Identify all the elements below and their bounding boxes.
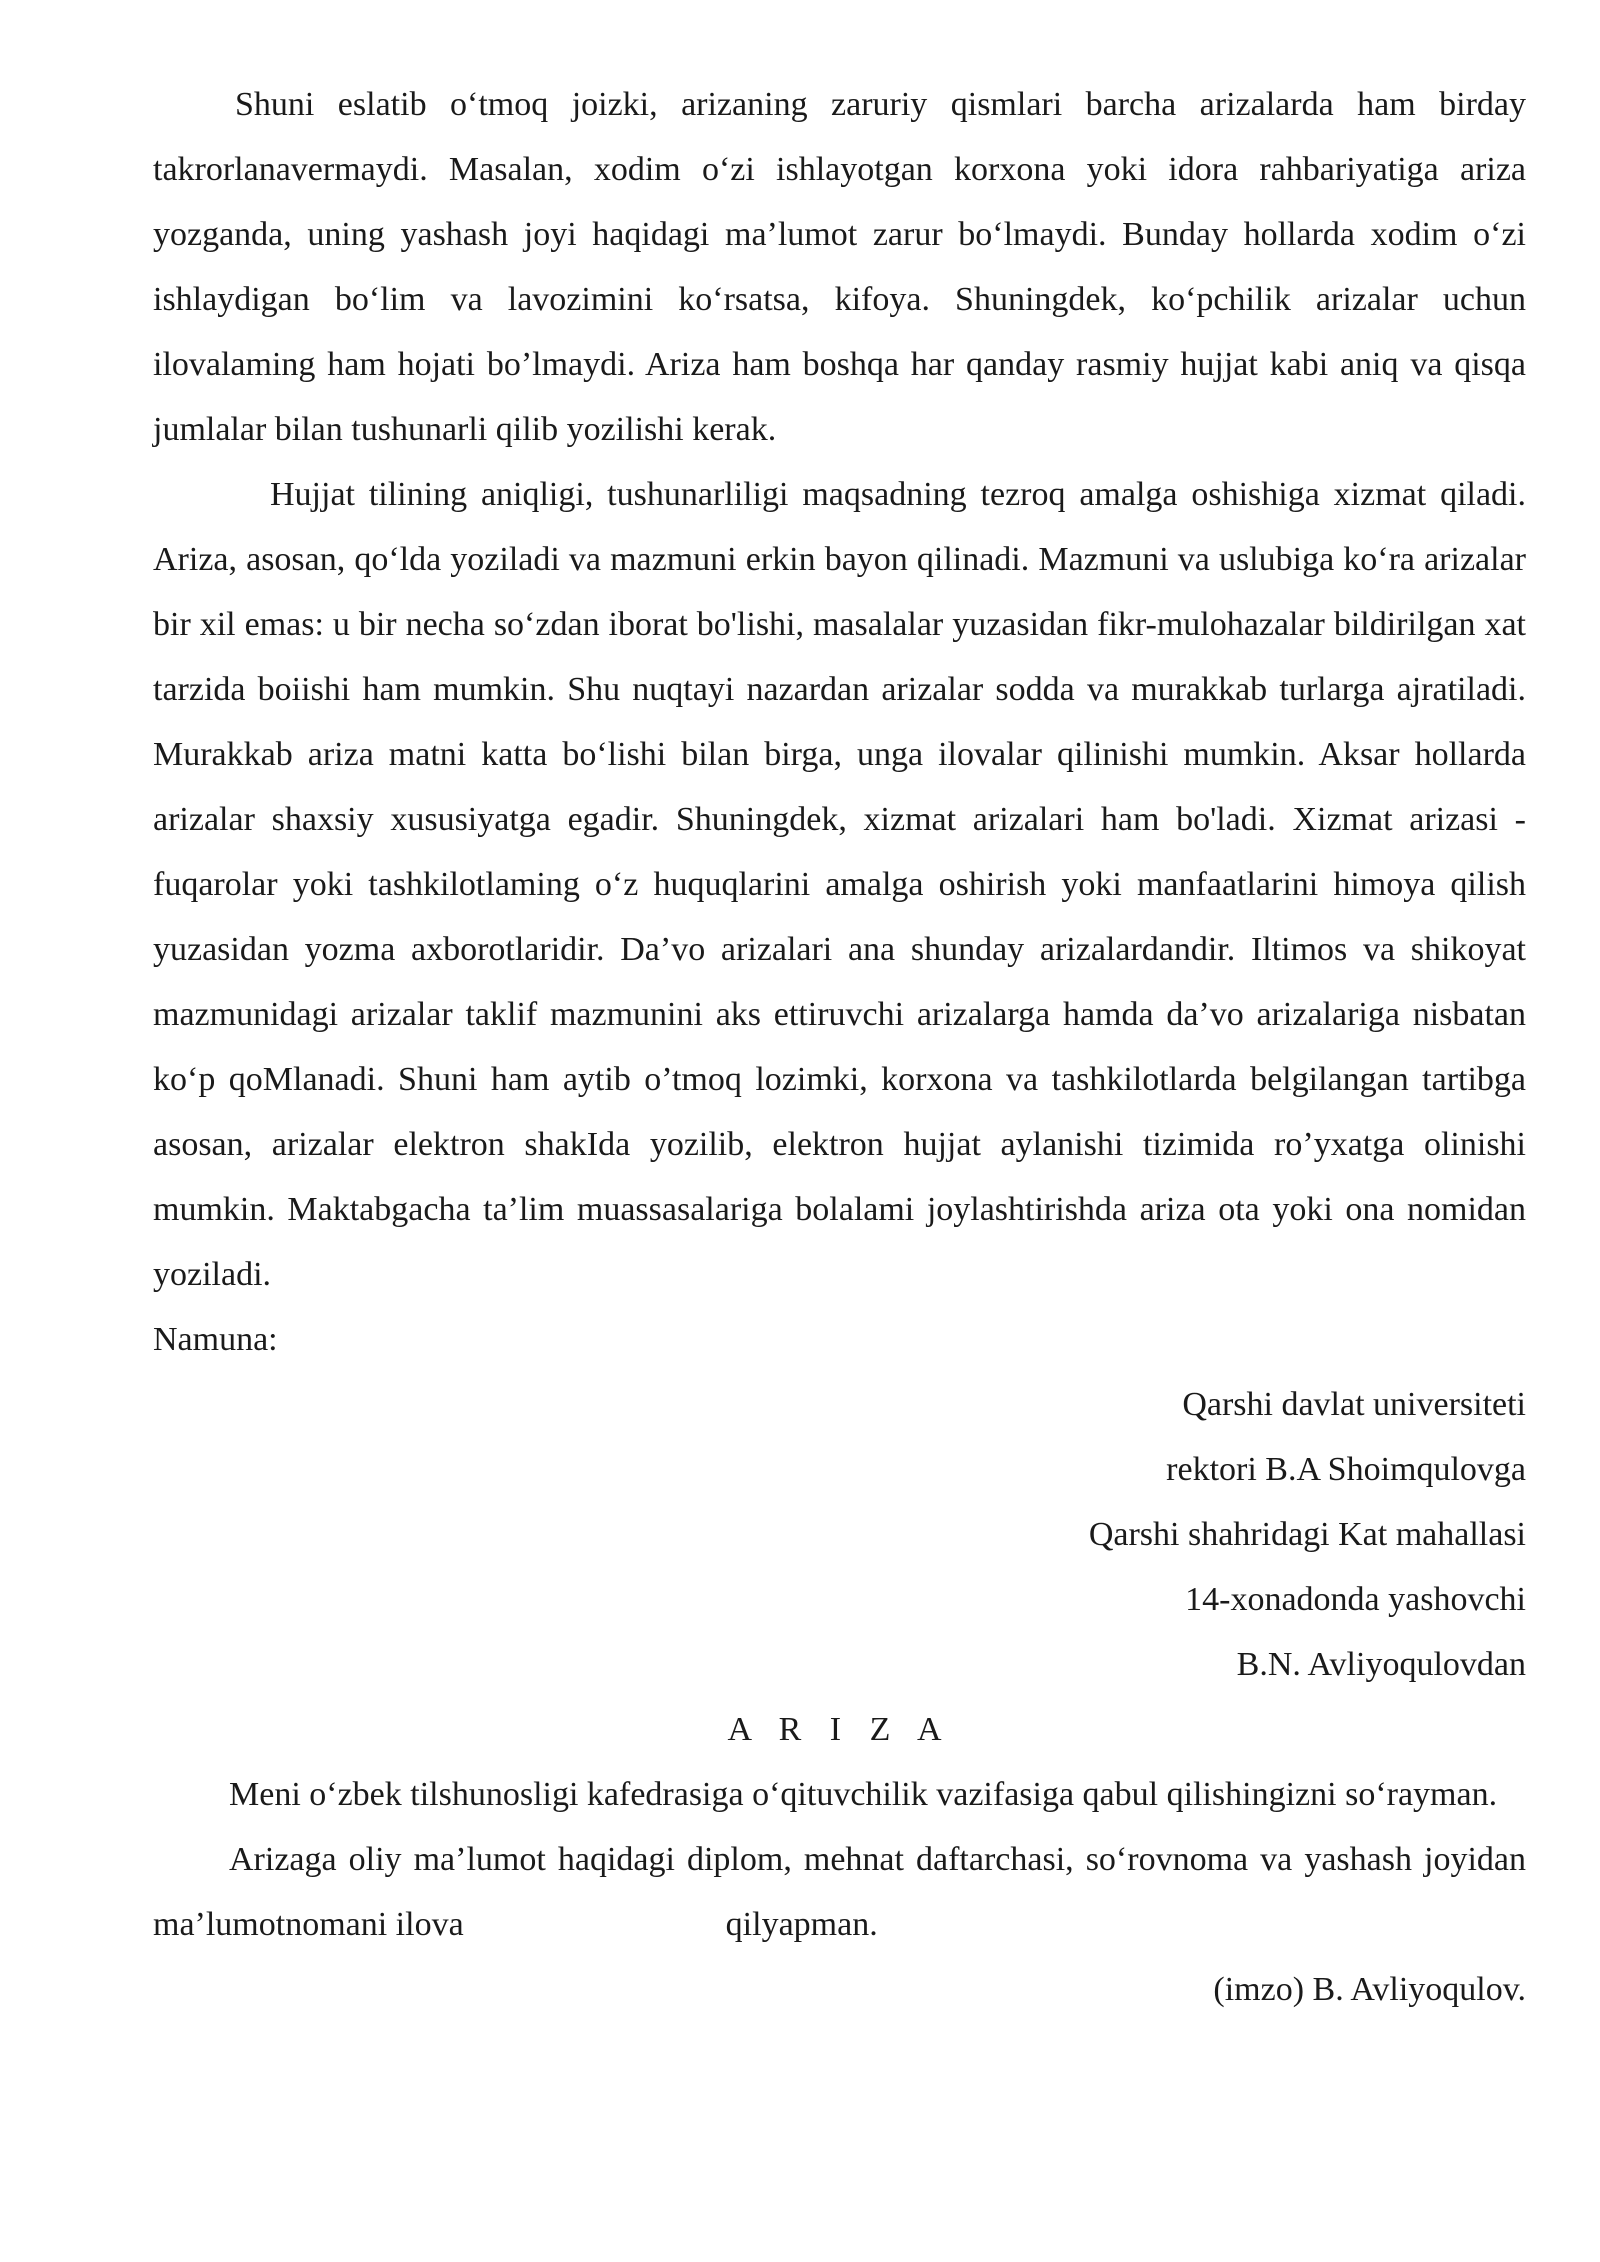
address-line: B.N. Avliyoqulovdan bbox=[1236, 1646, 1526, 1683]
address-line: 14-xonadonda yashovchi bbox=[1185, 1581, 1526, 1618]
attachment-text-end: qilyapman. bbox=[725, 1906, 878, 1943]
attachment-text: Arizaga oliy ma’lumot haqidagi diplom, mehnat daftarchasi, so‘rovnoma va yashash joyidan ma’lumotnomani ilova bbox=[153, 1841, 1526, 1943]
document-page bbox=[153, 72, 1526, 2022]
sample-label: Namuna: bbox=[153, 1321, 278, 1358]
signature-line: (imzo) B. Avliyoqulov. bbox=[1213, 1971, 1526, 2008]
application-title: A R I Z A bbox=[727, 1711, 952, 1748]
address-line: Qarshi davlat universiteti bbox=[1182, 1386, 1526, 1423]
addressee-block bbox=[153, 1372, 1526, 1697]
application-attachment bbox=[153, 1827, 1526, 1957]
application-request: Meni o‘zbek tilshunosligi kafedrasiga o‘qituvchilik vazifasiga qabul qilishingizni so‘rayman. bbox=[229, 1776, 1498, 1813]
address-line: Qarshi shahridagi Kat mahallasi bbox=[1088, 1516, 1526, 1553]
body-paragraph: Hujjat tilining aniqligi, tushunarliligi maqsadning tezroq amalga oshishiga xizmat qiladi. Ariza, asosan, qo‘lda yoziladi va mazmuni erkin bayon qilinadi. Mazmuni va uslubiga ko‘ra arizalar bir xil emas: u bir necha so‘zdan iborat bo'lishi, masalalar yuzasidan fikr-mulohazalar bildirilgan xat tarzida boiishi ham mumkin. Shu nuqtayi nazardan arizalar sodda va murakkab turlarga ajratiladi. Murakkab ariza matni katta bo‘lishi bilan birga, unga ilovalar qilinishi mumkin. Aksar hollarda arizalar shaxsiy xususiyatga egadir. Shuningdek, xizmat arizalari ham bo'ladi. Xizmat arizasi - fuqarolar yoki tashkilotlaming o‘z huquqlarini amalga oshirish yoki manfaatlarini himoya qilish yuzasidan yozma axborotlaridir. Da’vo arizalari ana shunday arizalardandir. Iltimos va shikoyat mazmunidagi arizalar taklif mazmunini aks ettiruvchi arizalarga hamda da’vo arizalariga nisbatan ko‘p qoMlanadi. Shuni ham aytib o’tmoq lozimki, korxona va tashkilotlarda belgilangan tartibga asosan, arizalar elektron shakIda yozilib, elektron hujjat aylanishi tizimida ro’yxatga olinishi mumkin. Maktabgacha ta’lim muassasalariga bolalami joylashtirishda ariza ota yoki ona nomidan yoziladi. bbox=[153, 476, 1526, 1293]
address-line: rektori B.A Shoimqulovga bbox=[1166, 1451, 1526, 1488]
intro-paragraph: Shuni eslatib o‘tmoq joizki, arizaning zaruriy qismlari barcha arizalarda ham birday takrorlanavermaydi. Masalan, xodim o‘zi ishlayotgan korxona yoki idora rahbariyatiga ariza yozganda, uning yashash joyi haqidagi ma’lumot zarur bo‘lmaydi. Bunday hollarda xodim o‘zi ishlaydigan bo‘lim va lavozimini ko‘rsatsa, kifoya. Shuningdek, ko‘pchilik arizalar uchun ilovalaming ham hojati bo’lmaydi. Ariza ham boshqa har qanday rasmiy hujjat kabi aniq va qisqa jumlalar bilan tushunarli qilib yozilishi kerak. bbox=[153, 86, 1526, 448]
